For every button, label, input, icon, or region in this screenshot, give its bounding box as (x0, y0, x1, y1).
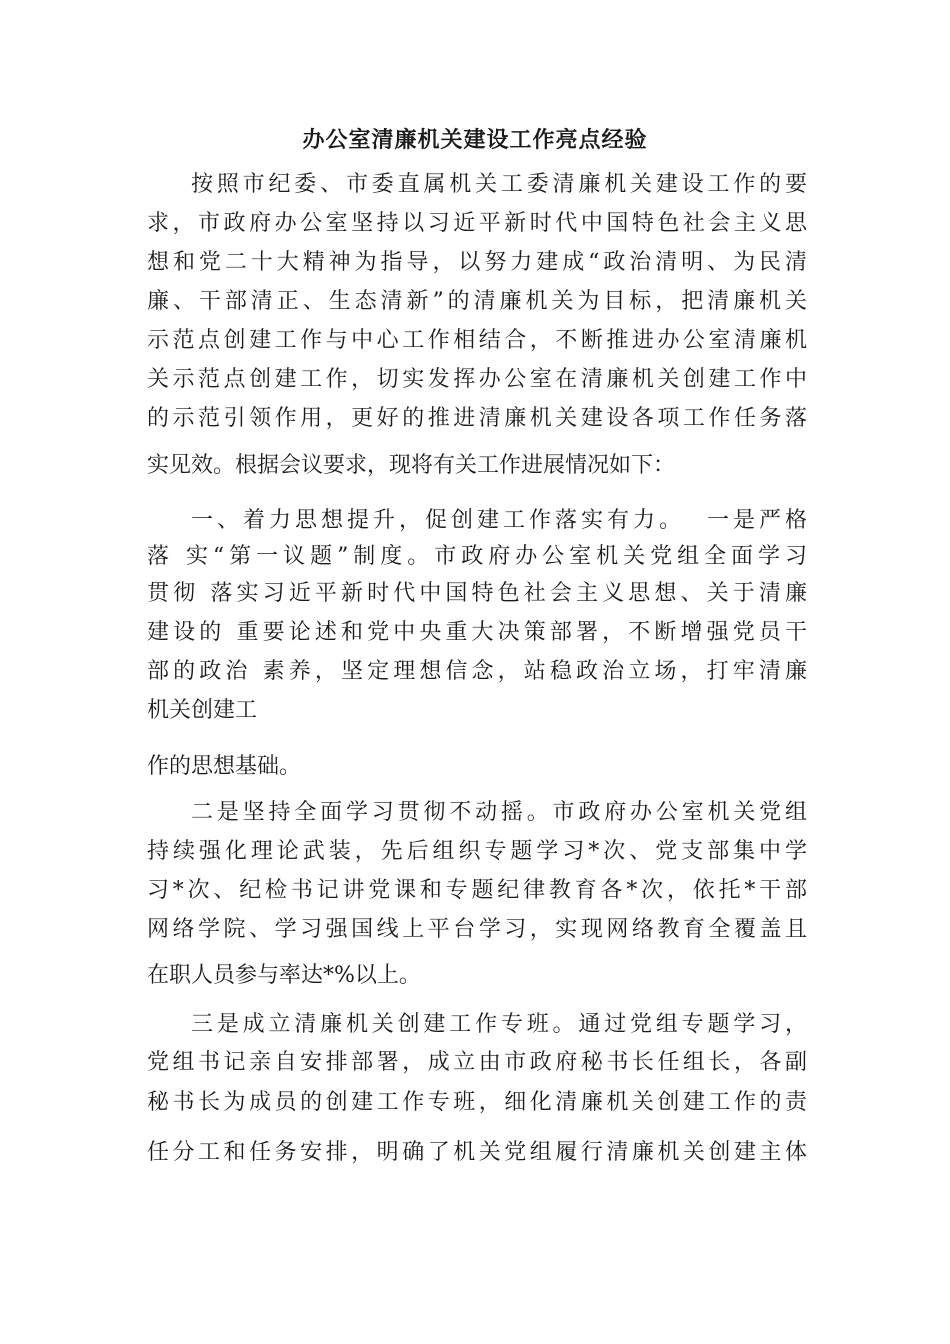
body-line: 按照市纪委、市委直属机关工委清廉机关建设工作的要 (191, 172, 807, 197)
body-line: 求，市政府办公室坚持以习近平新时代中国特色社会主义思 (147, 211, 807, 236)
body-line: 实见效。根据会议要求，现将有关工作进展情况如下： (147, 453, 676, 478)
body-line: 持续强化理论武装，先后组织专题学习*次、党支部集中学 (147, 839, 807, 864)
body-line: 在职人员参与率达*%以上。 (147, 963, 421, 988)
body-line: 一、着力思想提升，促创建工作落实有力。 一是严格 (191, 508, 807, 533)
body-line: 关示范点创建工作，切实发挥办公室在清廉机关创建工作中 (147, 367, 807, 392)
body-line: 网络学院、学习强国线上平台学习，实现网络教育全覆盖且 (147, 917, 807, 942)
body-line: 廉、干部清正、生态清新”的清廉机关为目标，把清廉机关 (147, 289, 807, 314)
body-line: 建设的 重要论述和党中央重大决策部署，不断增强党员干 (147, 620, 807, 645)
body-line: 贯彻 落实习近平新时代中国特色社会主义思想、关于清廉 (147, 581, 807, 606)
body-line: 任分工和任务安排，明确了机关党组履行清廉机关创建主体 (147, 1140, 807, 1165)
body-line: 部的政治 素养，坚定理想信念，站稳政治立场，打牢清廉 (147, 659, 807, 684)
body-line: 习*次、纪检书记讲党课和专题纪律教育各*次，依托*干部 (147, 878, 807, 903)
body-line: 作的思想基础。 (147, 754, 302, 779)
body-line: 示范点创建工作与中心工作相结合，不断推进办公室清廉机 (147, 328, 807, 353)
body-line: 落 实“第一议题”制度。市政府办公室机关党组全面学习 (147, 544, 807, 569)
body-line: 三是成立清廉机关创建工作专班。通过党组专题学习， (191, 1012, 807, 1037)
body-line: 机关创建工 (147, 698, 258, 723)
body-line: 党组书记亲自安排部署，成立由市政府秘书长任组长，各副 (147, 1050, 807, 1075)
body-line: 二是坚持全面学习贯彻不动摇。市政府办公室机关党组 (191, 800, 807, 825)
body-line: 想和党二十大精神为指导，以努力建成“政治清明、为民清 (147, 250, 807, 275)
body-line: 的示范引领作用，更好的推进清廉机关建设各项工作任务落 (147, 406, 807, 431)
document-title: 办公室清廉机关建设工作亮点经验 (302, 127, 648, 153)
body-line: 秘书长为成员的创建工作专班，细化清廉机关创建工作的责 (147, 1090, 807, 1115)
